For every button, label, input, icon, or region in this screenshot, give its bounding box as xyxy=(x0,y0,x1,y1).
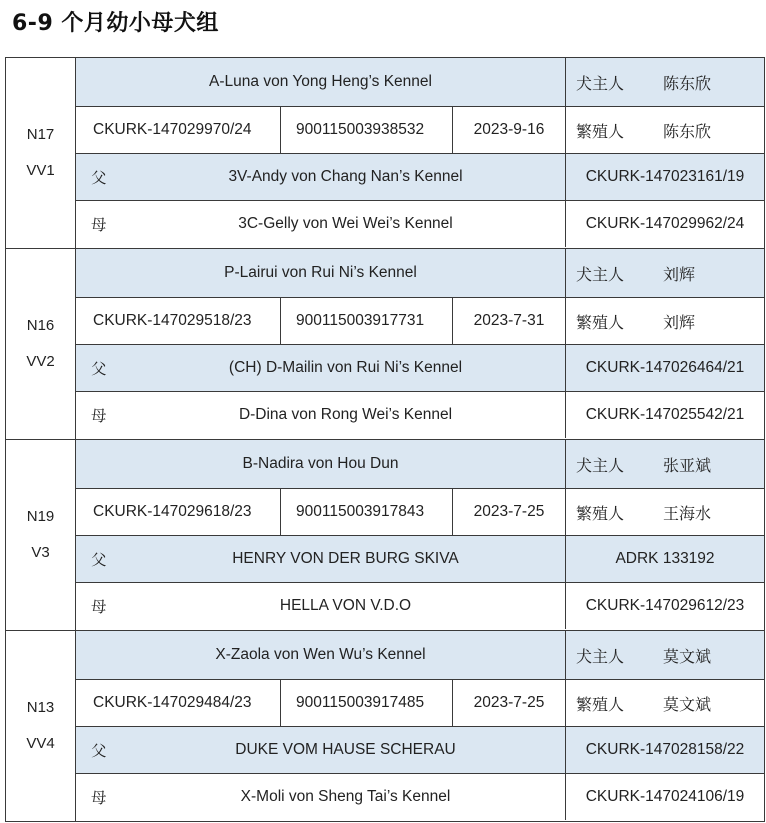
dog-entry xyxy=(6,58,764,248)
birth-date: 2023-7-25 xyxy=(453,489,566,535)
dog-name: P-Lairui von Rui Ni’s Kennel xyxy=(76,249,566,297)
owner-name: 陈东欣 xyxy=(663,75,712,93)
dam-cell xyxy=(76,583,566,629)
grade-placement: V3 xyxy=(31,544,50,561)
sire-cell xyxy=(76,154,566,200)
chip-number: 900115003917843 xyxy=(281,489,453,535)
dam-name: D-Dina von Rong Wei’s Kennel xyxy=(238,406,453,423)
dam-label: 母 xyxy=(91,599,107,616)
dam-registration: CKURK-147029612/23 xyxy=(585,597,745,614)
catalog-number: N19 xyxy=(26,508,55,525)
dam-registration: CKURK-147025542/21 xyxy=(585,406,745,423)
breeder-label: 繁殖人 xyxy=(576,123,625,141)
owner-name: 莫文斌 xyxy=(663,648,712,666)
breeder-cell xyxy=(566,680,764,726)
sire-name: DUKE VOM HAUSE SCHERAU xyxy=(235,741,456,758)
dam-row xyxy=(76,200,764,247)
entry-rank xyxy=(6,58,76,248)
sire-row xyxy=(76,535,764,582)
breeder-label: 繁殖人 xyxy=(576,314,625,332)
dam-cell xyxy=(76,774,566,820)
sire-row xyxy=(76,153,764,200)
entry-rank xyxy=(6,631,76,821)
breeder-name: 莫文斌 xyxy=(663,696,712,714)
owner-cell xyxy=(566,631,764,679)
sire-cell xyxy=(76,345,566,391)
registration-number: CKURK-147029618/23 xyxy=(76,489,281,535)
birth-date: 2023-7-31 xyxy=(453,298,566,344)
breeder-name: 刘辉 xyxy=(663,314,696,332)
birth-date: 2023-7-25 xyxy=(453,680,566,726)
registration-number: CKURK-147029484/23 xyxy=(76,680,281,726)
dam-registration: CKURK-147024106/19 xyxy=(585,788,745,805)
chip-number: 900115003917485 xyxy=(281,680,453,726)
registration-row xyxy=(76,106,764,153)
sire-registration: CKURK-147028158/22 xyxy=(585,741,745,758)
owner-name: 刘辉 xyxy=(663,266,696,284)
dam-name: HELLA VON V.D.O xyxy=(279,597,412,614)
catalog-number: N13 xyxy=(26,699,55,716)
owner-label: 犬主人 xyxy=(576,75,625,93)
sire-cell xyxy=(76,536,566,582)
dam-label: 母 xyxy=(91,790,107,807)
catalog-number: N17 xyxy=(26,126,55,143)
dam-name: X-Moli von Sheng Tai’s Kennel xyxy=(240,788,451,805)
sire-label: 父 xyxy=(91,552,107,569)
registration-number: CKURK-147029970/24 xyxy=(76,107,281,153)
dog-name-row xyxy=(76,631,764,679)
dog-entry xyxy=(6,630,764,821)
breeder-label: 繁殖人 xyxy=(576,505,625,523)
sire-registration: CKURK-147023161/19 xyxy=(585,168,745,185)
dog-name: X-Zaola von Wen Wu’s Kennel xyxy=(76,631,566,679)
owner-cell xyxy=(566,249,764,297)
owner-cell xyxy=(566,440,764,488)
registration-row xyxy=(76,297,764,344)
dam-label: 母 xyxy=(91,217,107,234)
sire-label: 父 xyxy=(91,743,107,760)
chip-number: 900115003938532 xyxy=(281,107,453,153)
chip-number: 900115003917731 xyxy=(281,298,453,344)
dam-row xyxy=(76,391,764,438)
dog-name-row xyxy=(76,58,764,106)
grade-placement: VV4 xyxy=(26,735,55,752)
birth-date: 2023-9-16 xyxy=(453,107,566,153)
sire-row xyxy=(76,344,764,391)
results-table xyxy=(5,57,765,822)
dam-row xyxy=(76,582,764,629)
breeder-cell xyxy=(566,489,764,535)
dog-entry xyxy=(6,439,764,630)
breeder-label: 繁殖人 xyxy=(576,696,625,714)
owner-label: 犬主人 xyxy=(576,457,625,475)
dam-registration: CKURK-147029962/24 xyxy=(585,215,745,232)
registration-row xyxy=(76,679,764,726)
sire-label: 父 xyxy=(91,361,107,378)
dam-name: 3C-Gelly von Wei Wei’s Kennel xyxy=(238,215,453,232)
sire-row xyxy=(76,726,764,773)
dam-row xyxy=(76,773,764,820)
breeder-cell xyxy=(566,298,764,344)
entry-rank xyxy=(6,440,76,630)
owner-name: 张亚斌 xyxy=(663,457,712,475)
breeder-cell xyxy=(566,107,764,153)
dam-cell xyxy=(76,392,566,438)
owner-label: 犬主人 xyxy=(576,266,625,284)
dam-label: 母 xyxy=(91,408,107,425)
entry-rank xyxy=(6,249,76,439)
breeder-name: 陈东欣 xyxy=(663,123,712,141)
grade-placement: VV2 xyxy=(26,353,55,370)
catalog-number: N16 xyxy=(26,317,55,334)
owner-cell xyxy=(566,58,764,106)
sire-name: (CH) D-Mailin von Rui Ni’s Kennel xyxy=(228,359,463,376)
dog-name: B-Nadira von Hou Dun xyxy=(76,440,566,488)
dog-name-row xyxy=(76,249,764,297)
sire-registration: CKURK-147026464/21 xyxy=(585,359,745,376)
dam-cell xyxy=(76,201,566,247)
dog-name-row xyxy=(76,440,764,488)
owner-label: 犬主人 xyxy=(576,648,625,666)
grade-placement: VV1 xyxy=(26,162,55,179)
sire-name: HENRY VON DER BURG SKIVA xyxy=(232,550,459,567)
dog-name: A-Luna von Yong Heng’s Kennel xyxy=(76,58,566,106)
sire-registration: ADRK 133192 xyxy=(615,550,715,567)
registration-row xyxy=(76,488,764,535)
page-title: 6-9 个月幼小母犬组 xyxy=(12,11,219,36)
registration-number: CKURK-147029518/23 xyxy=(76,298,281,344)
dog-entry xyxy=(6,248,764,439)
sire-cell xyxy=(76,727,566,773)
sire-label: 父 xyxy=(91,170,107,187)
breeder-name: 王海水 xyxy=(663,505,712,523)
sire-name: 3V-Andy von Chang Nan’s Kennel xyxy=(228,168,463,185)
